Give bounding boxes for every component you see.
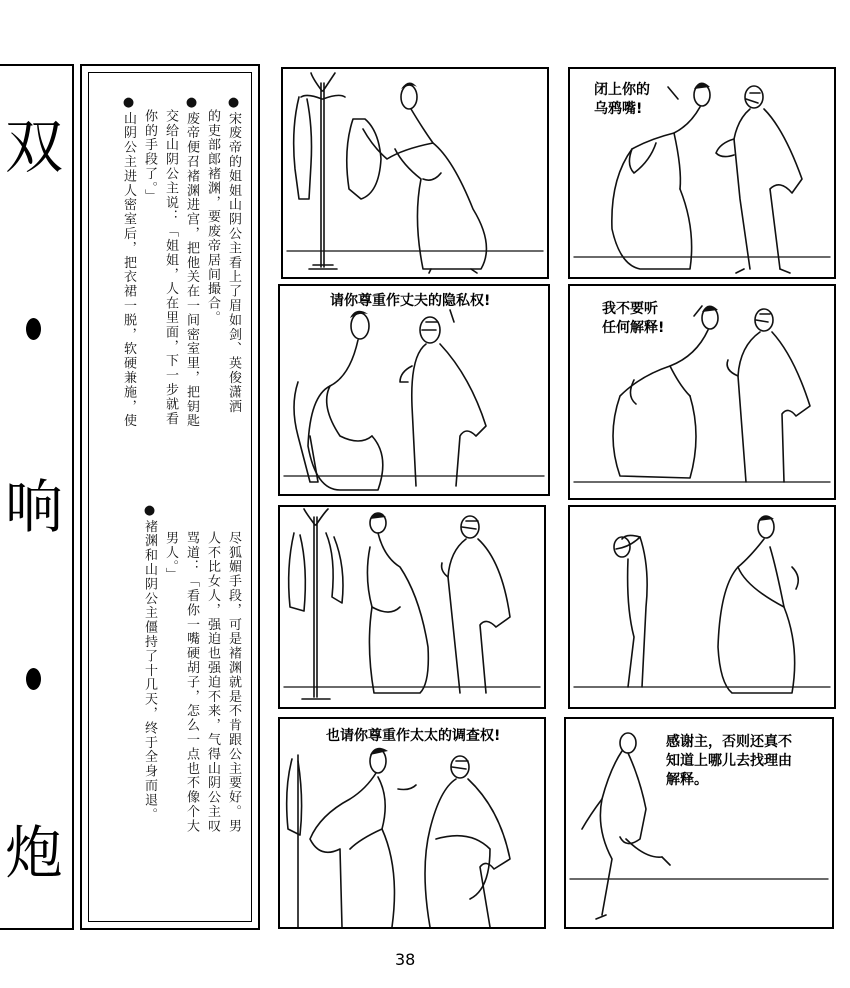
comic-panel-7 bbox=[278, 717, 546, 929]
story-line: ●废帝便召褚渊进宫，把他关在一间密室里，把钥匙 bbox=[184, 95, 199, 429]
title-char-1: 双 bbox=[4, 113, 63, 181]
story-text-box bbox=[80, 64, 260, 930]
speech-bubble: 感谢主，否则还真不 知道上哪儿去找理由 解释。 bbox=[666, 734, 792, 788]
title-char-3: 炮 bbox=[4, 819, 63, 887]
panel-illustration bbox=[283, 69, 547, 277]
story-line: 的吏部郎褚渊，要废帝居间撮合。 bbox=[205, 109, 220, 325]
comic-panel-3 bbox=[278, 284, 550, 496]
story-line: 尽狐媚手段，可是褚渊就是不肯跟公主要好。男 bbox=[226, 531, 241, 834]
comic-panel-4 bbox=[568, 284, 836, 500]
story-line: 骂道：「看你一嘴硬胡子，怎么一点也不像个大 bbox=[184, 531, 199, 834]
title-char-2: 响 bbox=[4, 473, 63, 541]
speech-bubble: 也请你尊重作太太的调查权! bbox=[326, 728, 501, 744]
speech-bubble: 闭上你的 乌鸦嘴! bbox=[594, 82, 650, 117]
story-line: ●山阴公主进人密室后，把衣裙一脱，软硬兼施，使 bbox=[121, 95, 136, 429]
comic-panel-2 bbox=[568, 67, 836, 279]
page-number: 38 bbox=[395, 950, 416, 969]
comic-panel-5 bbox=[278, 505, 546, 709]
story-line: 交给山阴公主说：「姐姐，人在里面，下一步就看 bbox=[163, 109, 178, 426]
story-line: ●褚渊和山阴公主僵持了十几天，终于全身而退。 bbox=[142, 503, 157, 822]
title-dot bbox=[26, 318, 41, 340]
comic-panel-6 bbox=[568, 505, 836, 709]
panel-illustration bbox=[280, 286, 548, 494]
speech-bubble: 我不要听 任何解释! bbox=[602, 301, 665, 336]
panel-illustration bbox=[280, 507, 544, 707]
story-line: 男人。」 bbox=[163, 531, 178, 583]
panel-illustration bbox=[570, 507, 834, 707]
title-strip bbox=[0, 64, 74, 930]
story-line: ●宋废帝的姐姐山阴公主看上了眉如剑、英俊潇洒 bbox=[226, 95, 241, 414]
story-text-frame bbox=[88, 72, 252, 922]
story-line: 人不比女人，强迫也强迫不来，气得山阴公主叹 bbox=[205, 531, 220, 834]
story-line: 你的手段了。」 bbox=[142, 109, 157, 204]
title-dot bbox=[26, 668, 41, 690]
comic-panel-8 bbox=[564, 717, 834, 929]
comic-panel-1 bbox=[281, 67, 549, 279]
speech-bubble: 请你尊重作丈夫的隐私权! bbox=[330, 293, 491, 309]
panel-illustration bbox=[280, 719, 544, 927]
